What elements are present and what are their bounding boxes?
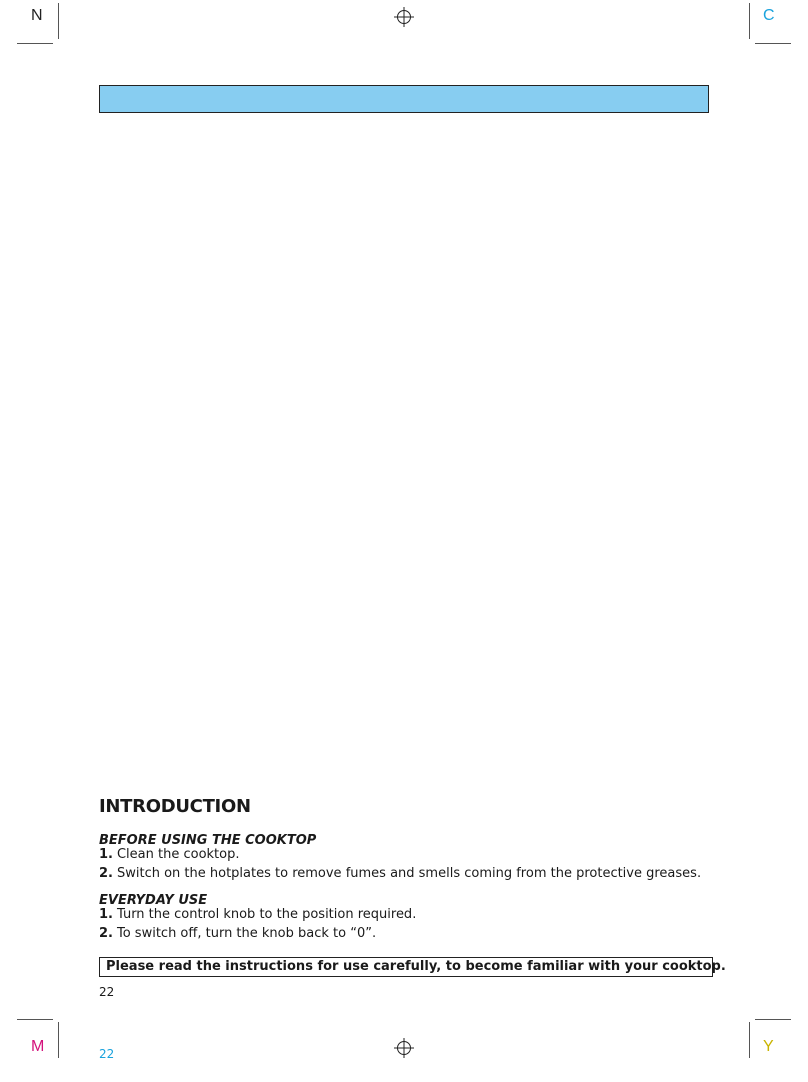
page-number: 22: [99, 985, 115, 999]
process-mark-n: N: [31, 7, 43, 24]
list-item: [99, 926, 376, 941]
notice-box: Please read the instructions for use carefully, to become familiar with your cooktop.: [99, 957, 713, 977]
crop-mark-bottom-left-v: [58, 1022, 59, 1058]
step-number: 2.: [99, 926, 113, 941]
registration-mark-icon: [394, 1038, 414, 1058]
crop-mark-bottom-right-v: [749, 1022, 750, 1058]
step-number: 1.: [99, 907, 113, 922]
step-number: 1.: [99, 847, 113, 862]
step-number: 2.: [99, 866, 113, 881]
list-item: [99, 866, 701, 881]
crop-mark-bottom-left-h: [17, 1019, 53, 1020]
process-mark-m: M: [31, 1038, 45, 1055]
list-item: [99, 907, 416, 922]
slug-page-number: 22: [99, 1047, 115, 1061]
everyday-use-heading: EVERYDAY USE: [99, 893, 208, 908]
step-text: Switch on the hotplates to remove fumes and smells coming from the protective greases.: [116, 866, 702, 881]
process-mark-y: Y: [763, 1038, 774, 1055]
crop-mark-bottom-right-h: [755, 1019, 791, 1020]
crop-mark-top-left-h: [17, 43, 53, 44]
list-item: [99, 847, 240, 862]
before-use-heading: BEFORE USING THE COOKTOP: [99, 833, 317, 848]
header-bar: [99, 85, 709, 113]
crop-mark-top-right-h: [755, 43, 791, 44]
section-title: INTRODUCTION: [99, 796, 251, 817]
crop-mark-top-right-v: [749, 3, 750, 39]
step-text: To switch off, turn the knob back to “0”.: [116, 926, 377, 941]
crop-mark-top-left-v: [58, 3, 59, 39]
process-mark-c: C: [763, 7, 775, 24]
step-text: Clean the cooktop.: [116, 847, 240, 862]
step-text: Turn the control knob to the position required.: [116, 907, 417, 922]
registration-mark-icon: [394, 7, 414, 27]
